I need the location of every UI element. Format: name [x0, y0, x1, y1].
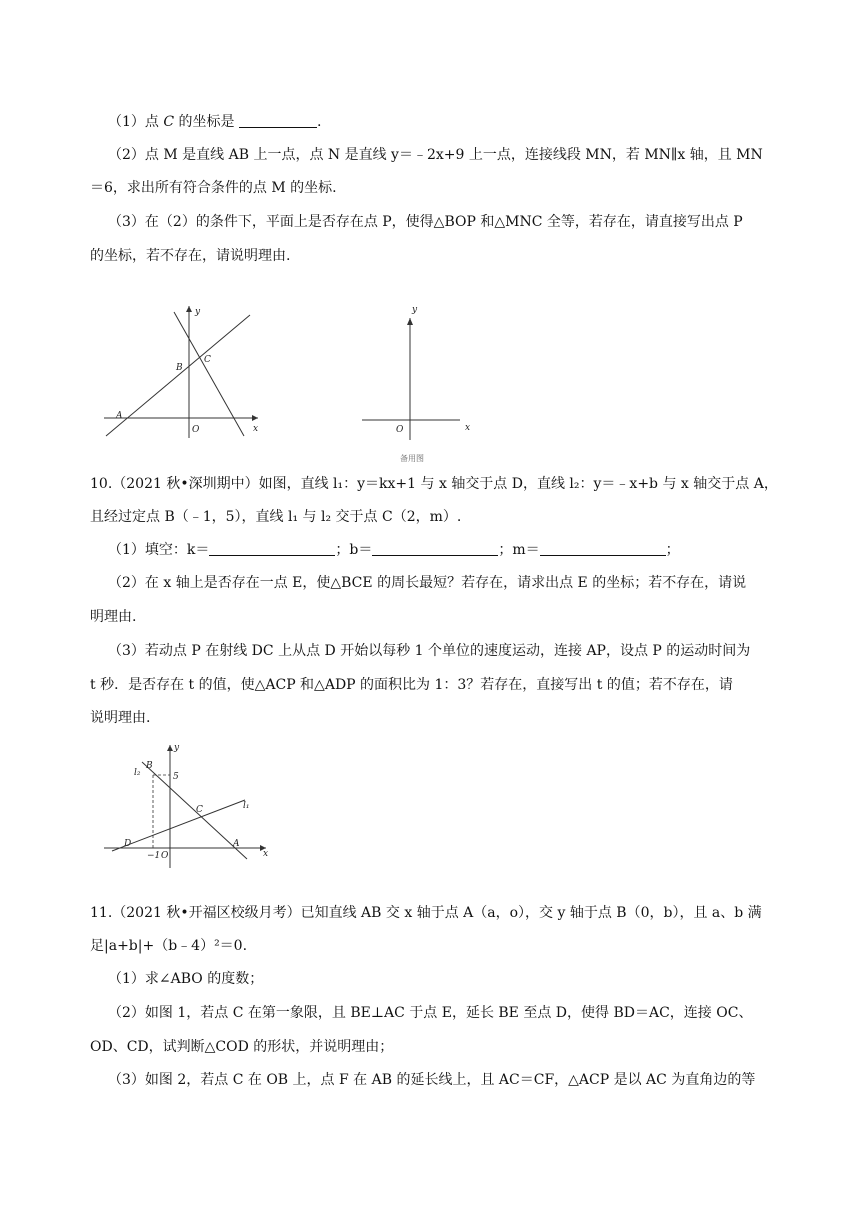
figure-caption: 备用图 — [400, 454, 424, 463]
svg-text:y: y — [174, 743, 180, 753]
svg-text:x: x — [465, 423, 471, 433]
svg-text:O: O — [192, 425, 200, 435]
q9-part2-line1: （2）点 M 是直线 AB 上一点，点 N 是直线 y＝﹣2x+9 上一点，连接线段 MN，若 MN∥x 轴，且 MN — [108, 147, 763, 163]
q11-header-line2: 足|a+b|+（b﹣4）²＝0. — [90, 938, 248, 954]
q11-part2-line2: OD、CD，试判断△COD 的形状，并说明理由； — [90, 1039, 394, 1055]
svg-text:x: x — [263, 849, 269, 859]
q11-header-line1: 11.（2021 秋•开福区校级月考）已知直线 AB 交 x 轴于点 A（a，o），交 y 轴于点 B（0，b），且 a、b 满 — [90, 905, 762, 921]
svg-text:B: B — [146, 761, 153, 771]
q10-part3-line1: （3）若动点 P 在射线 DC 上从点 D 开始以每秒 1 个单位的速度运动，连接 AP，设点 P 的运动时间为 — [108, 643, 751, 659]
q11-part3-line1: （3）如图 2，若点 C 在 OB 上，点 F 在 AB 的延长线上，且 AC＝CF，△ACP 是以 AC 为直角边的等 — [108, 1072, 756, 1088]
svg-text:C: C — [196, 805, 203, 815]
svg-text:C: C — [204, 355, 211, 365]
svg-text:5: 5 — [173, 772, 179, 782]
q9-part3-line1: （3）在（2）的条件下，平面上是否存在点 P，使得△BOP 和△MNC 全等，若存在，请直接写出点 P — [108, 214, 743, 230]
svg-text:B: B — [176, 363, 183, 373]
q10-header-line1: 10.（2021 秋•深圳期中）如图，直线 l₁：y＝kx+1 与 x 轴交于点 D，直线 l₂：y＝﹣x+b 与 x 轴交于点 A， — [90, 476, 778, 492]
q10-part2-line2: 明理由. — [90, 609, 137, 625]
q9-part3-line2: 的坐标，若不存在，请说明理由. — [90, 248, 291, 264]
svg-text:O: O — [396, 425, 404, 435]
svg-text:O: O — [161, 851, 169, 861]
svg-text:A: A — [116, 411, 123, 421]
q9-part2-line2: ＝6，求出所有符合条件的点 M 的坐标. — [90, 180, 337, 196]
svg-text:l₂: l₂ — [134, 768, 141, 778]
q11-part1: （1）求∠ABO 的度数； — [108, 971, 264, 987]
q11-part2-line1: （2）如图 1，若点 C 在第一象限，且 BE⊥AC 于点 E，延长 BE 至点 D，使得 BD＝AC，连接 OC、 — [108, 1005, 753, 1021]
svg-text:l₁: l₁ — [243, 801, 250, 811]
q10-part2-line1: （2）在 x 轴上是否存在一点 E，使△BCE 的周长最短？若存在，请求出点 E 的坐标；若不存在，请说 — [108, 575, 747, 591]
svg-text:A: A — [233, 839, 240, 849]
q10-part3-line2: t 秒．是否存在 t 的值，使△ACP 和△ADP 的面积比为 1：3？若存在，直接写出 t 的值；若不存在，请 — [90, 677, 733, 693]
svg-text:y: y — [412, 305, 418, 315]
svg-text:x: x — [253, 424, 259, 434]
q10-header-line2: 且经过定点 B（﹣1，5），直线 l₁ 与 l₂ 交于点 C（2，m）. — [90, 509, 462, 525]
svg-text:D: D — [124, 839, 132, 849]
q10-part3-line3: 说明理由. — [90, 710, 151, 726]
svg-text:y: y — [195, 307, 201, 317]
q9-part1: （1）点 C 的坐标是 . — [108, 114, 322, 130]
svg-text:−1: −1 — [147, 851, 161, 861]
q10-part1: （1）填空：k＝ ；b＝ ；m＝ ； — [108, 542, 680, 558]
